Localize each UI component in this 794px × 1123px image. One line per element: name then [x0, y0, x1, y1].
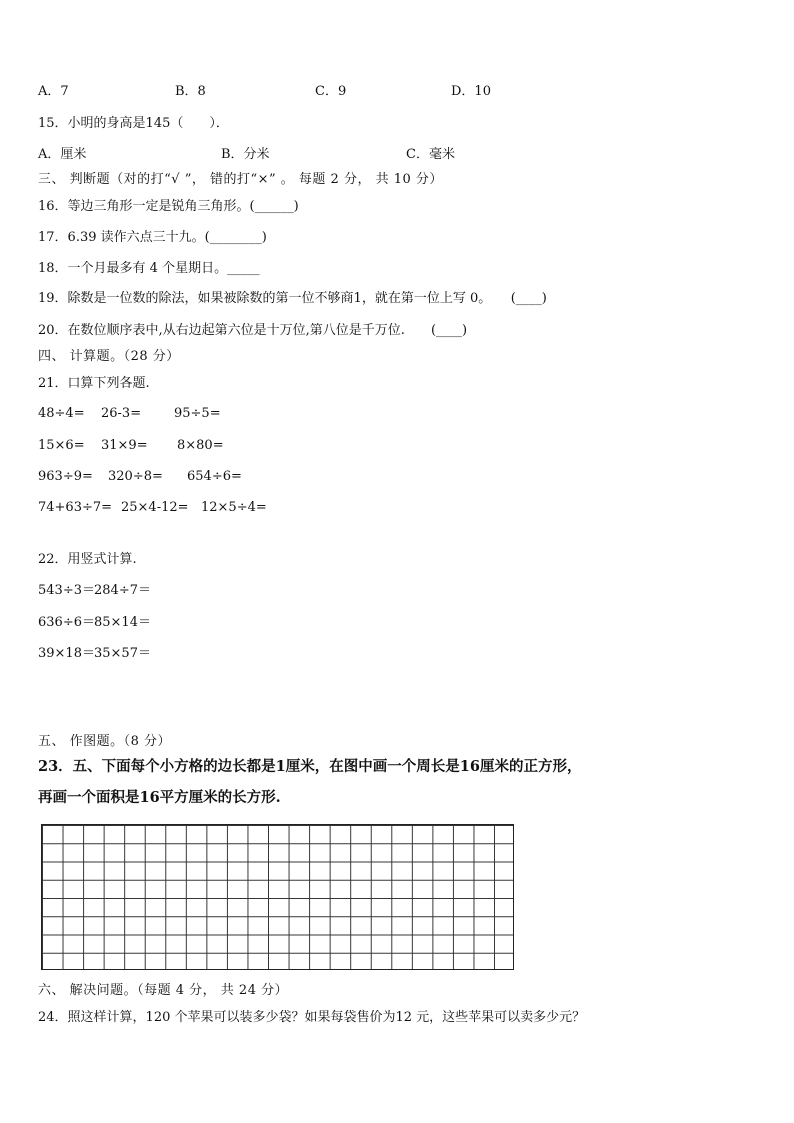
q21-item: 8×80= — [177, 438, 224, 453]
q21-item: 74+63÷7= — [38, 500, 113, 515]
q21-item: 654÷6= — [187, 469, 242, 484]
section4-title: 四、 计算题。（28 分） — [38, 349, 180, 364]
q15-option-a: A．厘米 — [38, 147, 87, 162]
section6-title: 六、 解决问题。（每题 4 分， 共 24 分） — [38, 983, 289, 998]
q14-option-b: B．8 — [175, 84, 206, 99]
q21-item: 963÷9= — [38, 469, 93, 484]
q14-option-c: C．9 — [315, 84, 347, 99]
section3-title: 三、 判断题（对的打“√ ”， 错的打“×” 。 每题 2 分， 共 10 分） — [38, 172, 443, 187]
q21-item: 12×5÷4= — [201, 500, 267, 515]
q15-question: 15．小明的身高是145（ ）． — [38, 116, 229, 131]
q21-item: 15×6= — [38, 438, 85, 453]
q17: 17．6.39 读作六点三十九。(________) — [38, 230, 267, 245]
q22-item: 85×14＝ — [94, 615, 151, 630]
q21-item: 26-3= — [101, 406, 142, 421]
section5-title: 五、 作图题。（8 分） — [38, 734, 172, 749]
q21-item: 31×9= — [101, 438, 148, 453]
q15-option-c: C．毫米 — [406, 147, 455, 162]
q19: 19．除数是一位数的除法，如果被除数的第一位不够商1，就在第一位上写 0。 (____) — [38, 291, 547, 306]
q23-line-1: 23．五、下面每个小方格的边长都是1厘米，在图中画一个周长是16厘米的正方形， — [38, 758, 582, 775]
q22-item: 35×57＝ — [94, 646, 151, 661]
q23-line-2: 再画一个面积是16平方厘米的长方形. — [38, 789, 281, 806]
q21-item: 95÷5= — [174, 406, 221, 421]
q22-item: 39×18＝ — [38, 646, 95, 661]
q20: 20．在数位顺序表中,从右边起第六位是十万位,第八位是千万位. (____) — [38, 323, 468, 338]
q15-option-b: B．分米 — [221, 147, 270, 162]
q21-title: 21．口算下列各题. — [38, 376, 150, 391]
q24: 24．照这样计算，120 个苹果可以装多少袋？如果每袋售价为12 元，这些苹果可以卖多少元？ — [38, 1010, 586, 1025]
q22-item: 284÷7＝ — [94, 583, 151, 598]
q14-option-a: A．7 — [38, 84, 69, 99]
q21-item: 48÷4= — [38, 406, 85, 421]
q14-option-d: D．10 — [451, 84, 491, 99]
q22-title: 22．用竖式计算. — [38, 552, 137, 567]
q18: 18．一个月最多有 4 个星期日。_____ — [38, 261, 260, 276]
square-grid — [41, 824, 514, 970]
q22-item: 636÷6＝ — [38, 615, 95, 630]
q16: 16．等边三角形一定是锐角三角形。(______) — [38, 199, 299, 214]
q21-item: 320÷8= — [108, 469, 163, 484]
q21-item: 25×4-12= — [121, 500, 189, 515]
q22-item: 543÷3＝ — [38, 583, 95, 598]
